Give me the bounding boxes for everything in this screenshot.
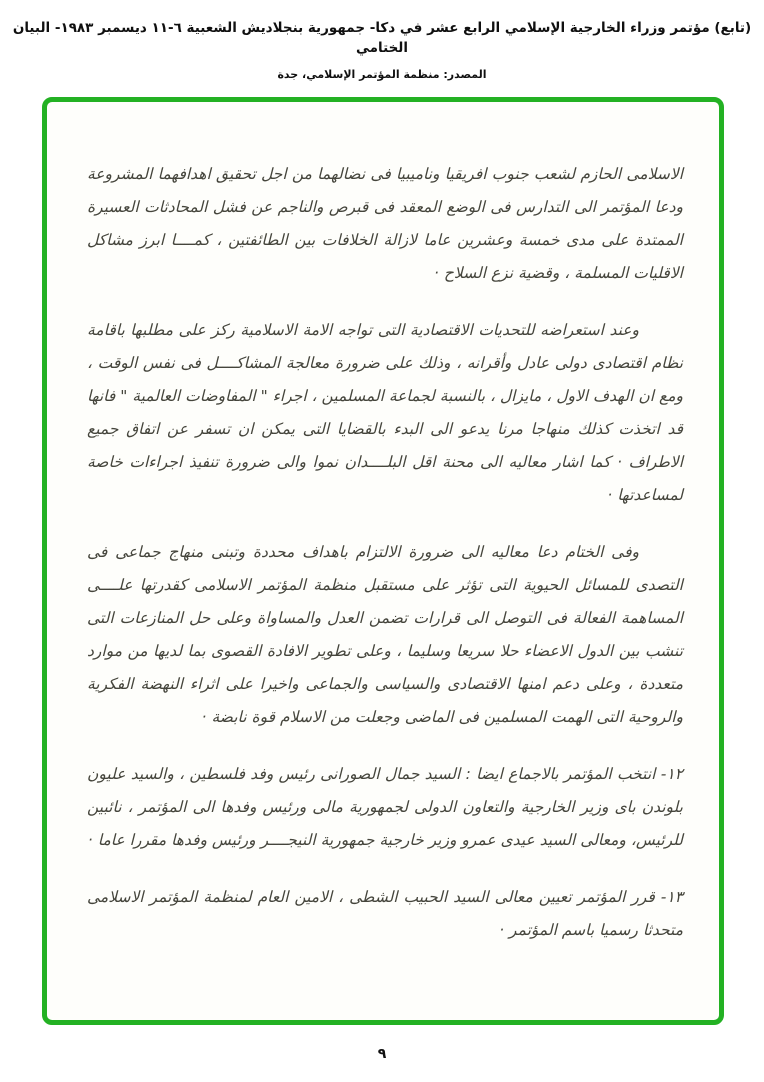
page-number: ٩ (377, 1046, 387, 1062)
scanned-page-content (47, 102, 719, 947)
header-title: (تابع) مؤتمر وزراء الخارجية الإسلامي الرابع عشر في دكا- جمهورية بنجلاديش الشعبية ٦-١١ ديسمبر ١٩٨٣- البيان الختامي (12, 20, 752, 56)
scanned-page-frame (42, 97, 724, 1025)
paragraph-item-13: ١٣- قرر المؤتمر تعيين معالى السيد الحبيب الشطى ، الامين العام لمنظمة المؤتمر الاسلامى متحدثا رسميا باسم المؤتمر · (87, 888, 683, 939)
paragraph-closing-remarks: وفى الختام دعا معاليه الى ضرورة الالتزام باهداف محددة وتبنى منهاج جماعى فى التصدى للمسائل الحيوية التى تؤثر على مستقبل منظمة المؤتمر الاسلامى كقدرتها علــــى المساهمة الفعالة فى التوصل الى قرارات تضمن العدل والمساواة وعلى حل المنازعات التى تنشب بين الدول الاعضاء حلا سريعا وسليما ، وعلى تطوير الافادة القصوى بما لديها من موارد متعددة ، وعلى دعم امنها الاقتصادى والسياسى والجماعى واخيرا على اثراء النهضة الفكرية والروحية التى الهمت المسلمين فى الماضى وجعلت من الاسلام قوة نابضة · (87, 543, 683, 726)
header-source: المصدر: منظمة المؤتمر الإسلامي، جدة (277, 68, 487, 81)
paragraph-item-12: ١٢- انتخب المؤتمر بالاجماع ايضا : السيد جمال الصورانى رئيس وفد فلسطين ، والسيد عليون بلوندن باى وزير الخارجية والتعاون الدولى لجمهورية مالى ورئيس وفدها الى المؤتمر ، نائبين للرئيس، ومعالى السيد عيدى عمرو وزير خارجية جمهورية النيجــــر ورئيس وفدها مقررا عاما · (87, 765, 683, 849)
document-header (0, 0, 764, 81)
paragraph-continuation: الاسلامى الحازم لشعب جنوب افريقيا وناميبيا فى نضالهما من اجل تحقيق اهدافهما المشروعة ودعا المؤتمر الى التدارس فى الوضع المعقد فى قبرص والناجم عن فشل المحادثات العسيرة الممتدة على مدى خمسة وعشرين عاما لازالة الخلافات بين الطائفتين ، كمــــا ابرز مشاكل الاقليات المسلمة ، وقضية نزع السلاح · (87, 165, 683, 282)
paragraph-economic-challenges: وعند استعراضه للتحديات الاقتصادية التى تواجه الامة الاسلامية ركز على مطلبها باقامة نظام اقتصادى دولى عادل وأقرانه ، وذلك على ضرورة معالجة المشاكــــل فى نفس الوقت ، ومع ان الهدف الاول ، مايزال ، بالنسبة لجماعة المسلمين ، اجراء " المفاوضات العالمية " فانها قد اتخذت كذلك منهاجا مرنا يدعو الى البدء بالقضايا التى يمكن ان تسفر عن اتفاق جميع الاطراف · كما اشار معاليه الى محنة اقل البلــــدان نموا والى ضرورة تنفيذ اجراءات خاصة لمساعدتها · (87, 321, 683, 504)
